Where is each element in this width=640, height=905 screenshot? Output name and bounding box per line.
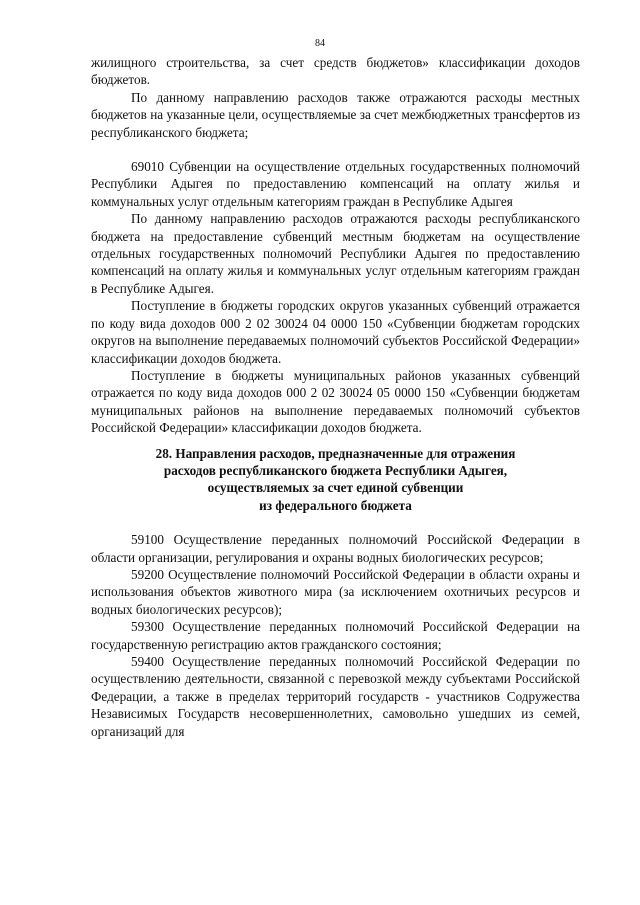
section-heading-line: из федерального бюджета [259, 497, 412, 513]
paragraph-continuation: жилищного строительства, за счет средств бюджетов» классификации доходов бюджетов. [91, 55, 580, 88]
spacer [91, 437, 580, 445]
paragraph-code-69010: 69010 Субвенции на осуществление отдельных государственных полномочий Республики Адыгея по предоставлению компенсаций на оплату жилья и коммунальных услуг отдельным категориям граждан в Республике Адыгея [91, 159, 580, 209]
paragraph-code-59200: 59200 Осуществление полномочий Российской Федерации в области охраны и использования объектов животного мира (за исключением охотничьих ресурсов и водных биологических ресурсов); [91, 566, 580, 617]
paragraph-code-59100: 59100 Осуществление переданных полномочий Российской Федерации в области организации, регулирования и охраны водных биологических ресурсов; [91, 532, 580, 565]
section-heading [91, 445, 580, 515]
paragraph: По данному направлению расходов также отражаются расходы местных бюджетов на указанные цели, осуществляемые за счет межбюджетных трансфертов из республиканского бюджета; [91, 89, 580, 140]
page-number: 84 [315, 38, 325, 49]
paragraph-code-59400: 59400 Осуществление переданных полномочий Российской Федерации по осуществлению деятельности, связанной с перевозкой между субъектами Российской Федерации, а также в пределах территорий государств - участников Содружества Независимых Государств несовершеннолетних, самовольно ушедших из семей, организаций для [91, 654, 580, 739]
paragraph: Поступление в бюджеты муниципальных районов указанных субвенций отражается по коду вида доходов 000 2 02 30024 05 0000 150 «Субвенции бюджетам муниципальных районов на выполнение передаваемых полномочий субъектов Российской Федерации» классификации доходов бюджета. [91, 367, 580, 436]
section-heading-line: расходов республиканского бюджета Республики Адыгея, [163, 462, 508, 478]
section-heading-line: осуществляемых за счет единой субвенции [207, 480, 464, 496]
paragraph: По данному направлению расходов отражаются расходы республиканского бюджета на предоставление субвенций местным бюджетам на осуществление отдельных государственных полномочий Республики Адыгея по предоставлению компенсаций на оплату жилья и коммунальных услуг отдельным категориям граждан в Республике Адыгея. [91, 211, 580, 296]
spacer [91, 514, 580, 531]
spacer [91, 141, 580, 158]
section-heading-line: 28. Направления расходов, предназначенные для отражения [155, 445, 516, 461]
document-body [91, 54, 580, 740]
paragraph-code-59300: 59300 Осуществление переданных полномочий Российской Федерации на государственную регистрацию актов гражданского состояния; [91, 619, 580, 652]
paragraph: Поступление в бюджеты городских округов указанных субвенций отражается по коду вида доходов 000 2 02 30024 04 0000 150 «Субвенции бюджетам городских округов на выполнение передаваемых полномочий субъектов Российской Федерации» классификации доходов бюджета. [91, 298, 580, 366]
